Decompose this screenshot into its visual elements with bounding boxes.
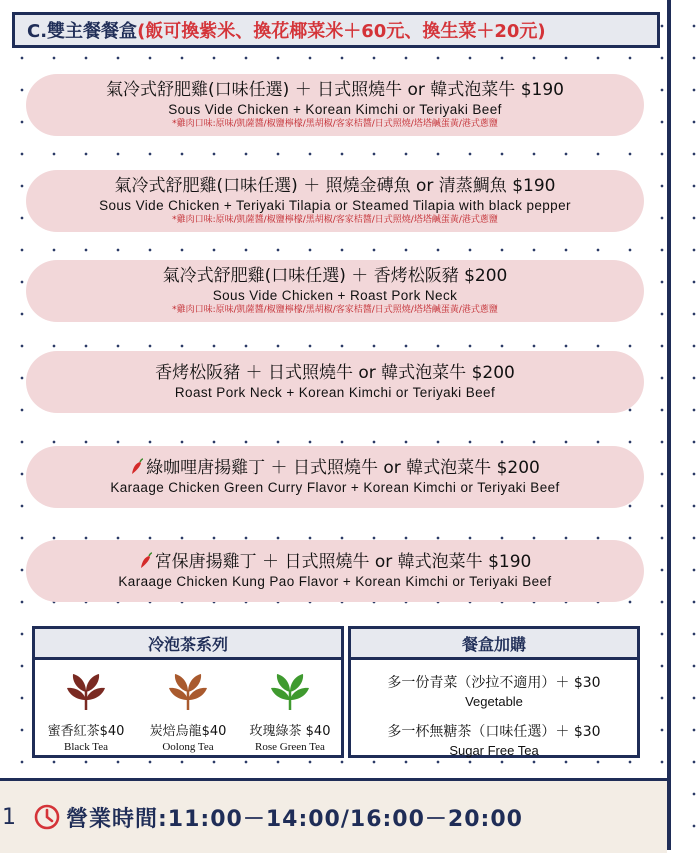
menu-item-english: Sous Vide Chicken + Korean Kimchi or Teriyaki Beef (168, 101, 502, 117)
addon-box-title: 餐盒加購 (351, 629, 637, 660)
tea-name: 玫瑰綠茶 $40 (249, 724, 331, 739)
tea-list (35, 660, 341, 753)
tea-leaf-icon (166, 670, 210, 714)
tea-item (140, 670, 236, 753)
menu-item-title (106, 80, 564, 101)
addon-title: 多一份青菜（沙拉不適用）＋ $30 (387, 675, 601, 691)
menu-item-title (163, 266, 508, 287)
addon-list (351, 672, 637, 758)
menu-item-english: Karaage Chicken Kung Pao Flavor + Korean Kimchi or Teriyaki Beef (118, 574, 552, 589)
menu-item-title (115, 176, 556, 197)
section-header (12, 12, 660, 48)
tea-english-name: Rose Green Tea (255, 741, 325, 753)
footer-bar (0, 778, 667, 853)
tea-leaf-icon (64, 670, 108, 714)
addon-item (351, 672, 637, 709)
tea-box-title: 冷泡茶系列 (35, 629, 341, 660)
menu-item-note: *雞肉口味:原味/凱薩醬/椒鹽檸檬/黑胡椒/客家桔醬/日式照燒/塔塔鹹蛋黃/港式蔥鹽 (172, 214, 498, 225)
tea-box (32, 626, 344, 758)
business-hours: 營業時間:11:00－14:00/16:00－20:00 (66, 806, 523, 832)
page-right-border (667, 0, 671, 850)
section-subtitle: (飯可換紫米、換花椰菜米＋60元、換生菜＋20元) (137, 21, 546, 42)
addon-item (351, 721, 637, 758)
tea-english-name: Black Tea (64, 741, 108, 753)
addon-box (348, 626, 640, 758)
menu-item-title (130, 458, 540, 479)
addon-title: 多一杯無糖茶（口味任選）＋ $30 (387, 724, 601, 740)
menu-item-title-text: 氣冷式舒肥雞(口味任選) ＋ 日式照燒牛 or 韓式泡菜牛 $190 (106, 79, 564, 100)
menu-item-english: Sous Vide Chicken + Teriyaki Tilapia or Steamed Tilapia with black pepper (99, 197, 571, 213)
addon-english: Sugar Free Tea (449, 743, 539, 758)
tea-name: 蜜香紅茶$40 (47, 724, 125, 739)
menu-item-note: *雞肉口味:原味/凱薩醬/椒鹽檸檬/黑胡椒/客家桔醬/日式照燒/塔塔鹹蛋黃/港式蔥鹽 (172, 118, 498, 129)
menu-item-title-text: 氣冷式舒肥雞(口味任選) ＋ 照燒金磚魚 or 清蒸鯛魚 $190 (114, 175, 556, 196)
section-title: C.雙主餐餐盒 (27, 21, 138, 42)
menu-item-title-text: 香烤松阪豬 ＋ 日式照燒牛 or 韓式泡菜牛 $200 (155, 363, 515, 383)
menu-item (26, 170, 644, 232)
menu-item-title-text: 綠咖哩唐揚雞丁 ＋ 日式照燒牛 or 韓式泡菜牛 $200 (146, 458, 540, 478)
menu-item-note: *雞肉口味:原味/凱薩醬/椒鹽檸檬/黑胡椒/客家桔醬/日式照燒/塔塔鹹蛋黃/港式蔥鹽 (172, 304, 498, 315)
menu-item-english: Roast Pork Neck + Korean Kimchi or Teriyaki Beef (174, 385, 496, 400)
menu-item (26, 260, 644, 322)
menu-item (26, 540, 644, 602)
page-number: 1 (2, 804, 16, 830)
addon-english: Vegetable (465, 694, 523, 709)
tea-name: 炭焙烏龍$40 (149, 724, 227, 739)
menu-item (26, 351, 644, 413)
menu-item-title-text: 氣冷式舒肥雞(口味任選) ＋ 香烤松阪豬 $200 (162, 265, 508, 286)
menu-item-title-text: 宮保唐揚雞丁 ＋ 日式照燒牛 or 韓式泡菜牛 $190 (154, 552, 532, 572)
tea-item (242, 670, 338, 753)
menu-item (26, 446, 644, 508)
chili-icon (139, 552, 153, 570)
tea-english-name: Oolong Tea (162, 741, 214, 753)
menu-item-title (155, 363, 515, 384)
menu-item-title (139, 552, 532, 573)
menu-item-english: Sous Vide Chicken + Roast Pork Neck (212, 287, 458, 303)
menu-item (26, 74, 644, 136)
tea-leaf-icon (268, 670, 312, 714)
clock-icon (34, 804, 60, 830)
tea-item (38, 670, 134, 753)
chili-icon (130, 458, 144, 476)
menu-item-english: Karaage Chicken Green Curry Flavor + Korean Kimchi or Teriyaki Beef (110, 480, 560, 495)
